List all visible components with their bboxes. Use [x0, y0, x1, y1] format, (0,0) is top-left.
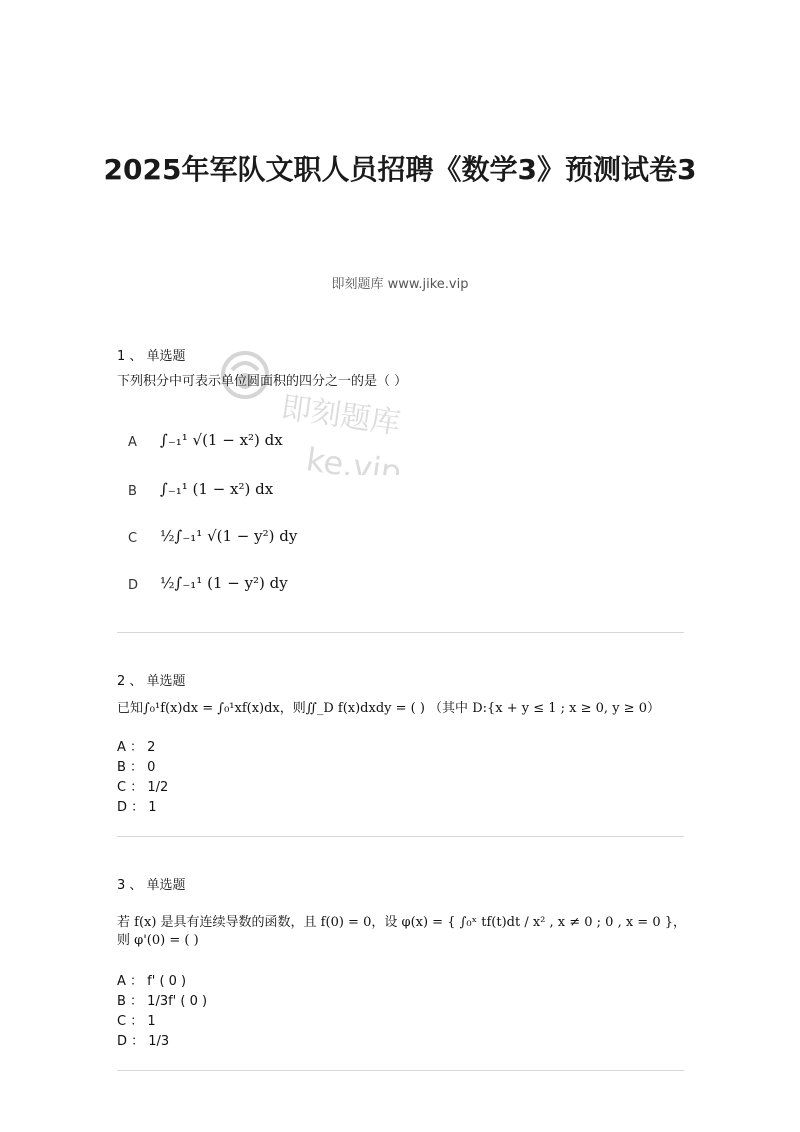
- divider: [117, 836, 684, 837]
- question-1-option-b-letter[interactable]: B: [128, 484, 137, 499]
- watermark-domain: ke.vip: [303, 440, 404, 475]
- question-3-option-d[interactable]: D ： 1/3: [117, 1034, 170, 1049]
- question-1-option-c-letter[interactable]: C: [128, 531, 138, 546]
- question-1-stem: 下列积分中可表示单位圆面积的四分之一的是（ ）: [117, 374, 408, 389]
- question-1-option-a-letter[interactable]: A: [128, 435, 137, 450]
- question-3-stem: 若 f(x) 是具有连续导数的函数，且 f(0) = 0，设 φ(x) = { ∫₀ˣ tf(t)dt / x² , x ≠ 0 ; 0 , x = 0 }，则 φ'(0) = ( ): [117, 915, 687, 948]
- question-3-header: 3 、 单选题: [117, 878, 186, 893]
- divider: [117, 632, 684, 633]
- question-2-option-d[interactable]: D ： 1: [117, 800, 157, 815]
- question-1-option-a-formula: ∫₋₁¹ √(1 − x²) dx: [160, 431, 283, 449]
- question-1-header: 1 、 单选题: [117, 349, 186, 364]
- watermark: [210, 345, 420, 479]
- page-title: 2025年军队文职人员招聘《数学3》预测试卷3: [103, 153, 697, 186]
- question-2-stem: 已知∫₀¹f(x)dx = ∫₀¹xf(x)dx，则∬_D f(x)dxdy = ( ) （其中 D:{x + y ≤ 1 ; x ≥ 0, y ≥ 0）: [117, 701, 660, 716]
- question-1-option-d-letter[interactable]: D: [128, 578, 139, 593]
- question-2-option-a[interactable]: A ： 2: [117, 740, 156, 755]
- question-2-option-b[interactable]: B ： 0: [117, 760, 156, 775]
- divider: [117, 1070, 684, 1071]
- question-2-option-c[interactable]: C ： 1/2: [117, 780, 169, 795]
- question-3-option-c[interactable]: C ： 1: [117, 1014, 156, 1029]
- question-1-option-d-formula: ½∫₋₁¹ (1 − y²) dy: [160, 574, 288, 592]
- source-line: 即刻题库 www.jike.vip: [331, 277, 469, 292]
- question-3-option-b[interactable]: B ： 1/3f' ( 0 ): [117, 994, 208, 1009]
- question-2-header: 2 、 单选题: [117, 674, 186, 689]
- question-3-option-a[interactable]: A ： f' ( 0 ): [117, 974, 187, 989]
- question-1-option-b-formula: ∫₋₁¹ (1 − x²) dx: [160, 480, 274, 498]
- question-1-option-c-formula: ½∫₋₁¹ √(1 − y²) dy: [160, 527, 298, 545]
- watermark-brand: 即刻题库: [278, 390, 403, 442]
